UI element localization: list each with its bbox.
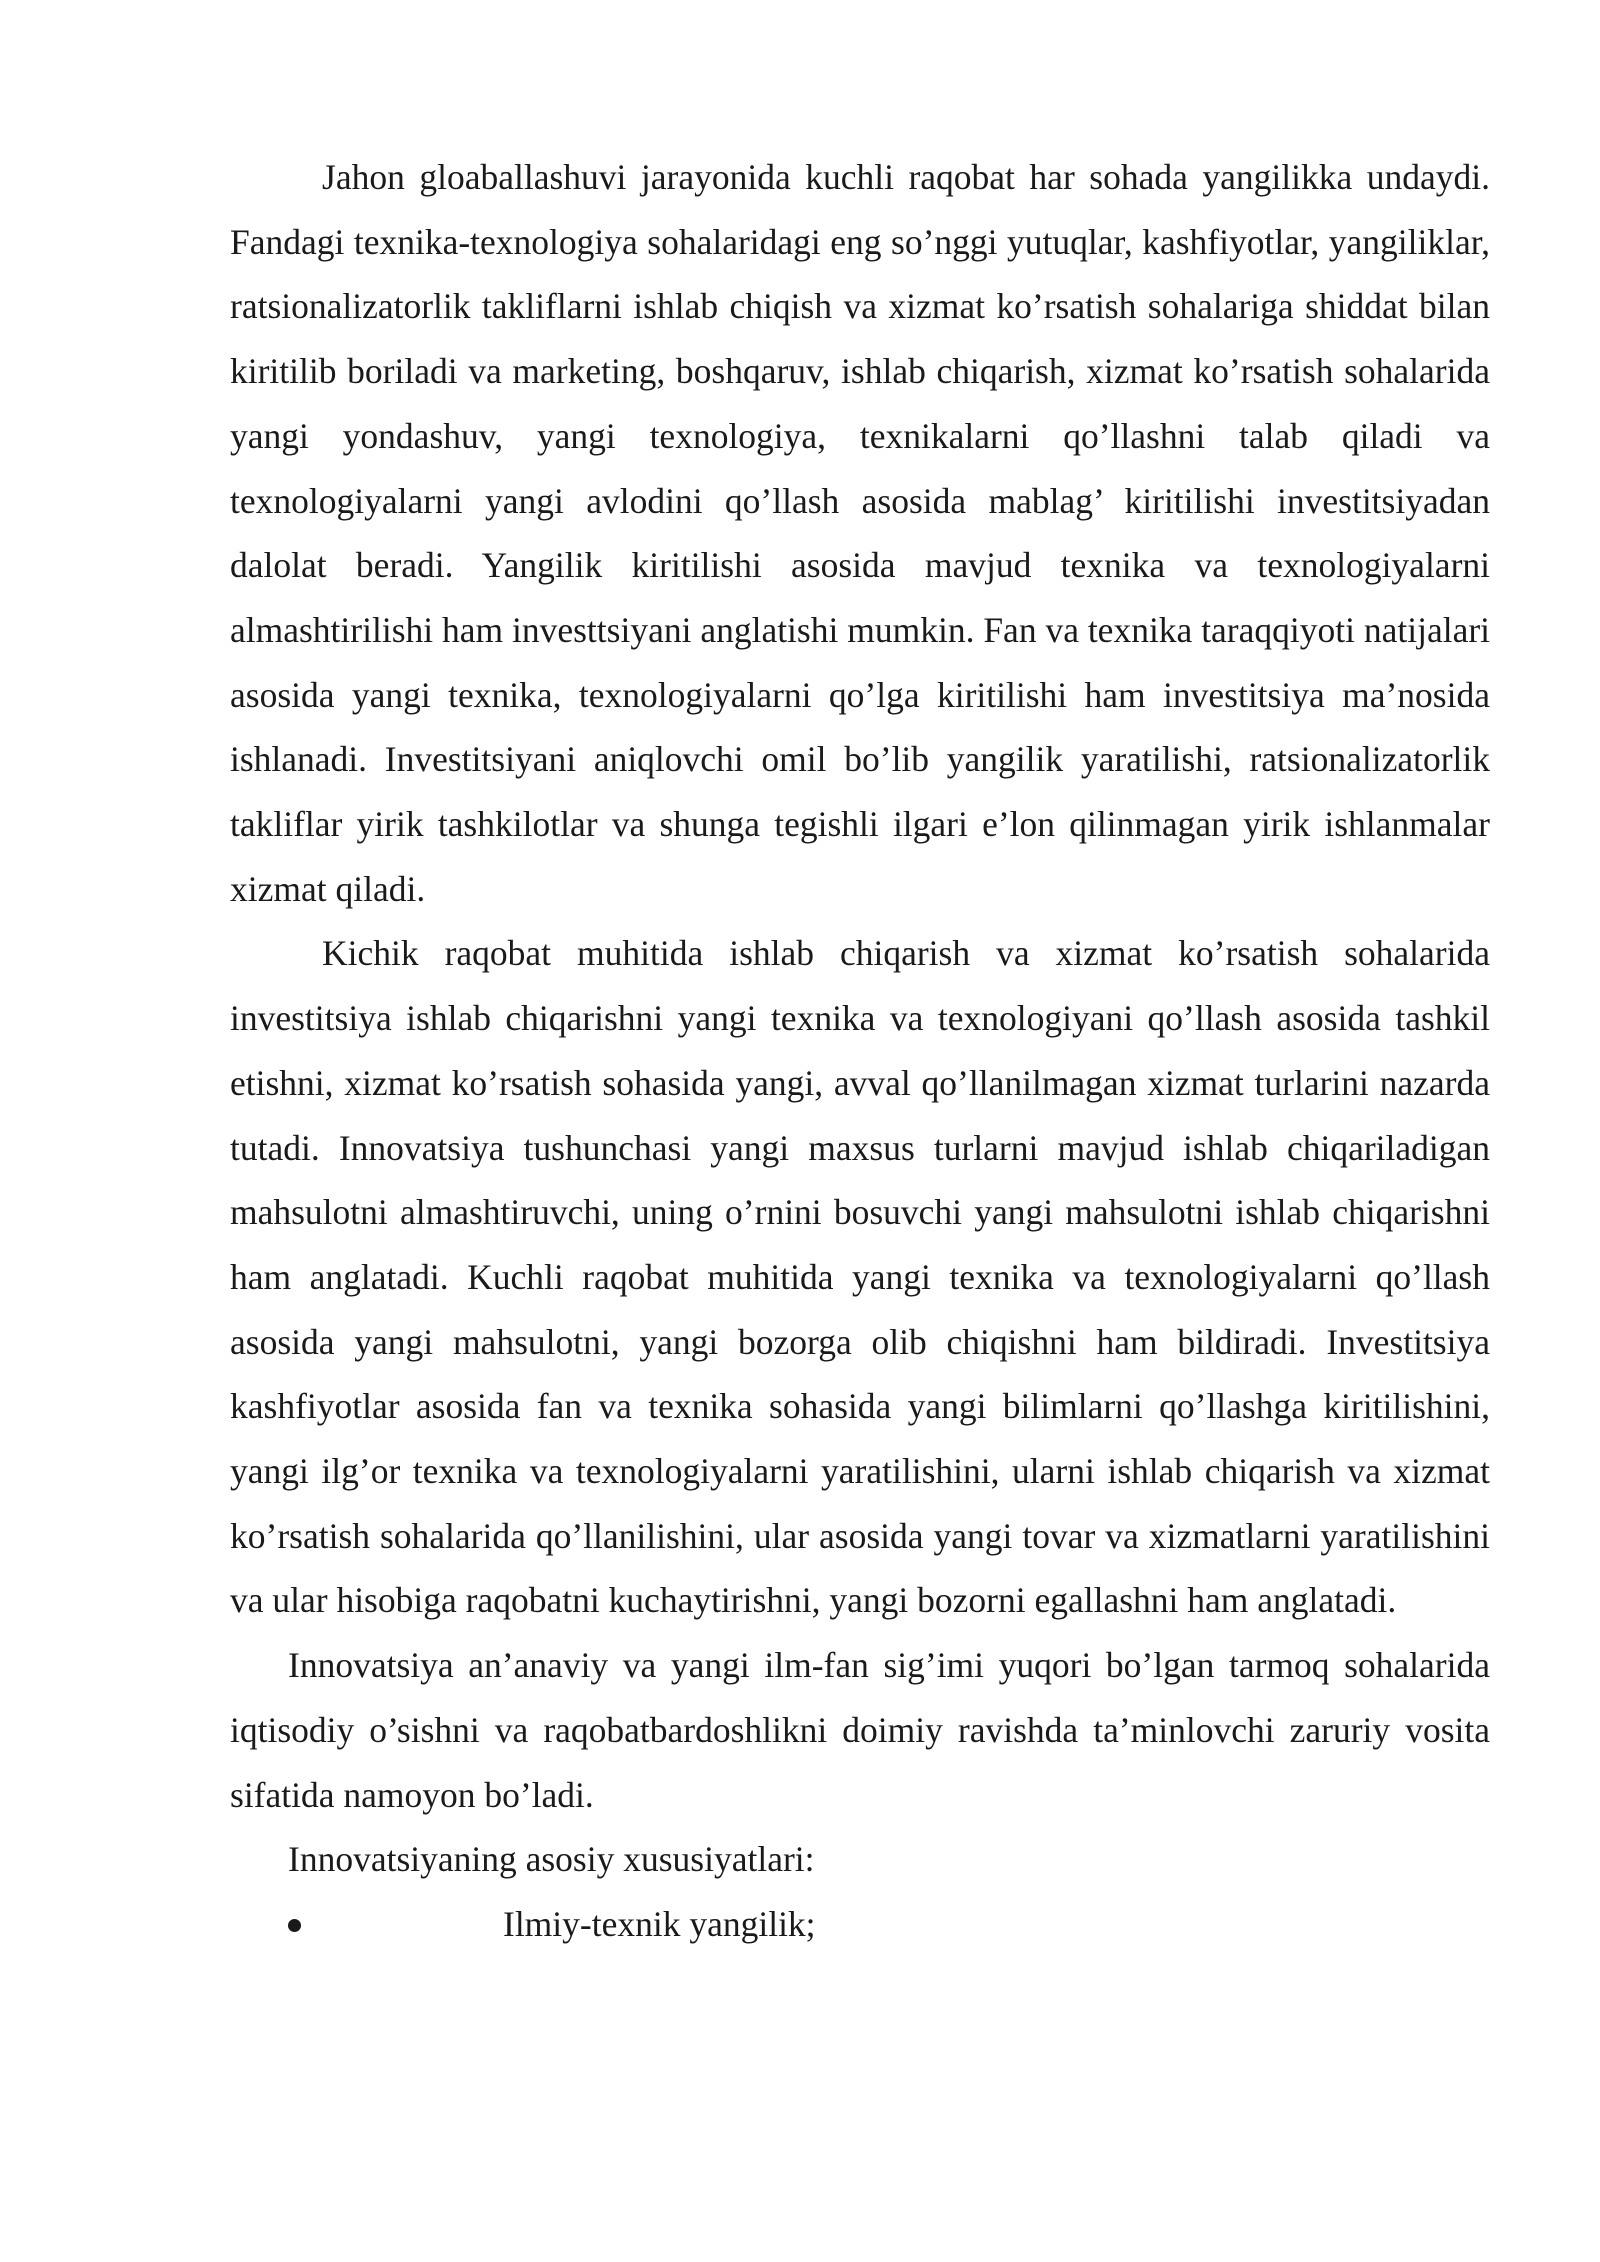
- paragraph-innovation-definition: Innovatsiya an’anaviy va yangi ilm-fan sig’imi yuqori bo’lgan tarmoq sohalarida iqtisodiy o’sishni va raqobatbardoshlikni doimiy ravishda ta’minlovchi zaruriy vosita sifatida namoyon bo’ladi.: [230, 1645, 1490, 1815]
- paragraph-competition: Kichik raqobat muhitida ishlab chiqarish va xizmat ko’rsatish sohalarida investitsiya ishlab chiqarishni yangi texnika va texnologiyani qo’llash asosida tashkil etishni, xizmat ko’rsatish sohasida yangi, avval qo’llanilmagan xizmat turlarini nazarda tutadi. Innovatsiya tushunchasi yangi maxsus turlarni mavjud ishlab chiqariladigan mahsulotni almashtiruvchi, uning o’rnini bosuvchi yangi mahsulotni ishlab chiqarishni ham anglatadi. Kuchli raqobat muhitida yangi texnika va texnologiyalarni qo’llash asosida yangi mahsulotni, yangi bozorga olib chiqishni ham bildiradi. Investitsiya kashfiyotlar asosida fan va texnika sohasida yangi bilimlarni qo’llashga kiritilishini, yangi ilg’or texnika va texnologiyalarni yaratilishini, ularni ishlab chiqarish va xizmat ko’rsatish sohalarida qo’llanilishini, ular asosida yangi tovar va xizmatlarni yaratilishini va ular hisobiga raqobatni kuchaytirishni, yangi bozorni egallashni ham anglatadi.: [230, 933, 1490, 1621]
- list-item: [230, 1892, 1490, 1957]
- innovation-features-list: [230, 1892, 1490, 1957]
- list-item-text: Ilmiy-texnik yangilik;: [503, 1903, 816, 1944]
- bullet-dot-icon: [288, 1892, 318, 1957]
- document-body: [230, 145, 1490, 1957]
- paragraph-globalization: Jahon gloaballashuvi jarayonida kuchli raqobat har sohada yangilikka undaydi. Fandagi texnika-texnologiya sohalaridagi eng so’nggi yutuqlar, kashfiyotlar, yangiliklar, ratsionalizatorlik takliflarni ishlab chiqish va xizmat ko’rsatish sohalariga shiddat bilan kiritilib boriladi va marketing, boshqaruv, ishlab chiqarish, xizmat ko’rsatish sohalarida yangi yondashuv, yangi texnologiya, texnikalarni qo’llashni talab qiladi va texnologiyalarni yangi avlodini qo’llash asosida mablag’ kiritilishi investitsiyadan dalolat beradi. Yangilik kiritilishi asosida mavjud texnika va texnologiyalarni almashtirilishi ham investtsiyani anglatishi mumkin. Fan va texnika taraqqiyoti natijalari asosida yangi texnika, texnologiyalarni qo’lga kiritilishi ham investitsiya ma’nosida ishlanadi. Investitsiyani aniqlovchi omil bo’lib yangilik yaratilishi, ratsionalizatorlik takliflar yirik tashkilotlar va shunga tegishli ilgari e’lon qilinmagan yirik ishlanmalar xizmat qiladi.: [230, 157, 1491, 909]
- paragraph-innovation-features-heading: Innovatsiyaning asosiy xususiyatlari:: [288, 1839, 815, 1880]
